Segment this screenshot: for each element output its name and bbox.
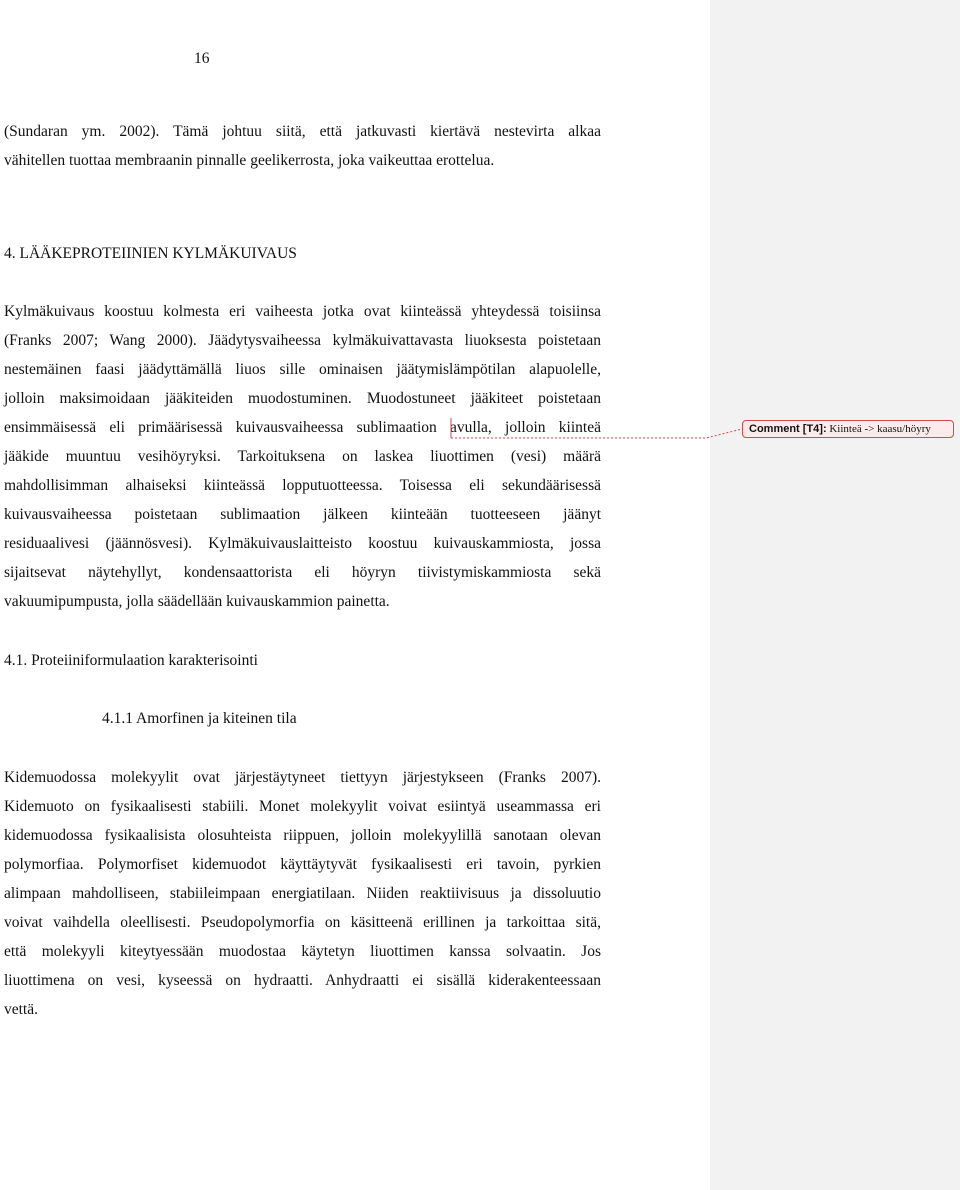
paragraph-line: residuaalivesi (jäännösvesi). Kylmäkuivauslaitteisto koostuu kuivauskammiosta, jossa xyxy=(4,535,601,552)
paragraph-line: jääkide muuntuu vesihöyryksi. Tarkoituksena on laskea liuottimen (vesi) määrä xyxy=(4,448,601,465)
paragraph-line: vakuumipumpusta, jolla säädellään kuivauskammion painetta. xyxy=(4,593,390,610)
paragraph-line: että molekyyli kiteytyessään muodostaa käytetyn liuottimen kanssa solvaatin. Jos xyxy=(4,943,601,960)
paragraph-line: Kidemuoto on fysikaalisesti stabiili. Monet molekyylit voivat esiintyä useammassa eri xyxy=(4,798,601,815)
paragraph-line: liuottimena on vesi, kyseessä on hydraatti. Anhydraatti ei sisällä kiderakenteessaan xyxy=(4,972,601,989)
page-number: 16 xyxy=(194,50,210,67)
subsubsection-heading: 4.1.1 Amorfinen ja kiteinen tila xyxy=(102,710,297,727)
paragraph-line: jolloin maksimoidaan jääkiteiden muodostuminen. Muodostuneet jääkiteet poistetaan xyxy=(4,390,601,407)
paragraph-line: nestemäinen faasi jäädyttämällä liuos sille ominaisen jäätymislämpötilan alapuolelle, xyxy=(4,361,601,378)
paragraph-line: sijaitsevat näytehyllyt, kondensaattorista eli höyryn tiivistymiskammiosta sekä xyxy=(4,564,601,581)
comment-author: Comment [T4]: xyxy=(749,423,827,435)
paragraph-line: Kylmäkuivaus koostuu kolmesta eri vaiheesta jotka ovat kiinteässä yhteydessä toisiinsa xyxy=(4,303,601,320)
paragraph-line: kidemuodossa fysikaalisista olosuhteista riippuen, jolloin molekyylillä sanotaan olevan xyxy=(4,827,601,844)
section-heading: 4. LÄÄKEPROTEIINIEN KYLMÄKUIVAUS xyxy=(4,245,297,262)
comment-balloon[interactable] xyxy=(742,420,954,438)
comment-margin-pane xyxy=(710,0,960,1190)
paragraph-line: vettä. xyxy=(4,1001,38,1018)
paragraph-line: (Sundaran ym. 2002). Tämä johtuu siitä, että jatkuvasti kiertävä nestevirta alkaa xyxy=(4,123,601,140)
paragraph-line: alimpaan mahdolliseen, stabiileimpaan energiatilaan. Niiden reaktiivisuus ja dissoluutio xyxy=(4,885,601,902)
paragraph-line: (Franks 2007; Wang 2000). Jäädytysvaiheessa kylmäkuivattavasta liuoksesta poistetaan xyxy=(4,332,601,349)
comment-text: Kiinteä -> kaasu/höyry xyxy=(826,423,931,435)
paragraph-line: vähitellen tuottaa membraanin pinnalle geelikerrosta, joka vaikeuttaa erottelua. xyxy=(4,152,495,169)
paragraph-line: kuivausvaiheessa poistetaan sublimaation jälkeen kiinteään tuotteeseen jäänyt xyxy=(4,506,601,523)
paragraph-line: Kidemuodossa molekyylit ovat järjestäytyneet tiettyyn järjestykseen (Franks 2007). xyxy=(4,769,601,786)
paragraph-line: polymorfiaa. Polymorfiset kidemuodot käyttäytyvät fysikaalisesti eri tavoin, pyrkien xyxy=(4,856,601,873)
paragraph-line: voivat vaihdella oleellisesti. Pseudopolymorfia on käsitteenä erillinen ja tarkoittaa sitä, xyxy=(4,914,601,931)
paragraph-line: mahdollisimman alhaiseksi kiinteässä lopputuotteessa. Toisessa eli sekundäärisessä xyxy=(4,477,601,494)
paragraph-line-commented: ensimmäisessä eli primäärisessä kuivausvaiheessa sublimaation avulla, jolloin kiinteä xyxy=(4,419,601,436)
subsection-heading: 4.1. Proteiiniformulaation karakterisointi xyxy=(4,652,258,669)
